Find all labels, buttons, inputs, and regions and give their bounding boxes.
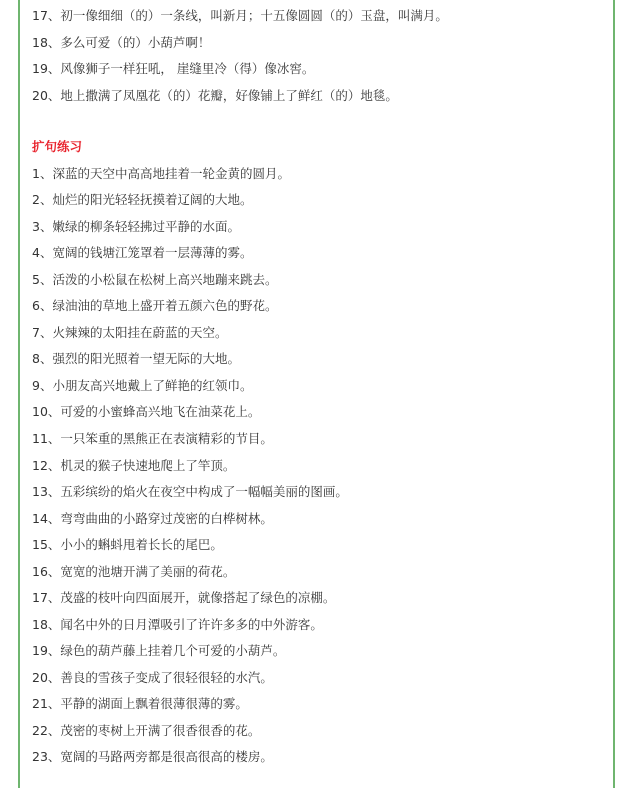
list-item: 21、平静的湖面上飘着很薄很薄的雾。 xyxy=(32,696,248,711)
section-title: 扩句练习 xyxy=(32,139,83,154)
list-item: 4、宽阔的钱塘江笼罩着一层薄薄的雾。 xyxy=(32,245,253,260)
list-item: 23、宽阔的马路两旁都是很高很高的楼房。 xyxy=(32,749,273,764)
list-item: 22、茂密的枣树上开满了很香很香的花。 xyxy=(32,723,261,738)
list-item: 16、宽宽的池塘开满了美丽的荷花。 xyxy=(32,564,236,579)
list-item: 8、强烈的阳光照着一望无际的大地。 xyxy=(32,351,240,366)
list-item: 14、弯弯曲曲的小路穿过茂密的白桦树林。 xyxy=(32,511,273,526)
list-item: 10、可爱的小蜜蜂高兴地飞在油菜花上。 xyxy=(32,404,261,419)
list-item: 6、绿油油的草地上盛开着五颜六色的野花。 xyxy=(32,298,278,313)
list-item: 5、活泼的小松鼠在松树上高兴地蹦来跳去。 xyxy=(32,272,278,287)
list-item: 12、机灵的猴子快速地爬上了竿顶。 xyxy=(32,458,236,473)
list-item: 2、灿烂的阳光轻轻抚摸着辽阔的大地。 xyxy=(32,192,253,207)
list-item: 11、一只笨重的黑熊正在表演精彩的节目。 xyxy=(32,431,273,446)
list-item: 7、火辣辣的太阳挂在蔚蓝的天空。 xyxy=(32,325,228,340)
list-item: 13、五彩缤纷的焰火在夜空中构成了一幅幅美丽的图画。 xyxy=(32,484,348,499)
list-item: 19、绿色的葫芦藤上挂着几个可爱的小葫芦。 xyxy=(32,643,286,658)
list-item: 3、嫩绿的柳条轻轻拂过平静的水面。 xyxy=(32,219,240,234)
list-item: 18、多么可爱（的）小葫芦啊！ xyxy=(32,35,211,50)
list-item: 15、小小的蝌蚪甩着长长的尾巴。 xyxy=(32,537,223,552)
list-item: 1、深蓝的天空中高高地挂着一轮金黄的圆月。 xyxy=(32,166,290,181)
list-item: 20、善良的雪孩子变成了很轻很轻的水汽。 xyxy=(32,670,273,685)
list-item: 17、茂盛的枝叶向四面展开，就像搭起了绿色的凉棚。 xyxy=(32,590,336,605)
list-item: 19、风像狮子一样狂吼， 崖缝里冷（得）像冰窖。 xyxy=(32,61,315,76)
list-item: 20、地上撒满了凤凰花（的）花瓣，好像铺上了鲜红（的）地毯。 xyxy=(32,88,398,103)
list-item: 9、小朋友高兴地戴上了鲜艳的红领巾。 xyxy=(32,378,253,393)
list-item: 18、闻名中外的日月潭吸引了许许多多的中外游客。 xyxy=(32,617,323,632)
list-item: 17、初一像细细（的）一条线，叫新月；十五像圆圆（的）玉盘，叫满月。 xyxy=(32,8,448,23)
